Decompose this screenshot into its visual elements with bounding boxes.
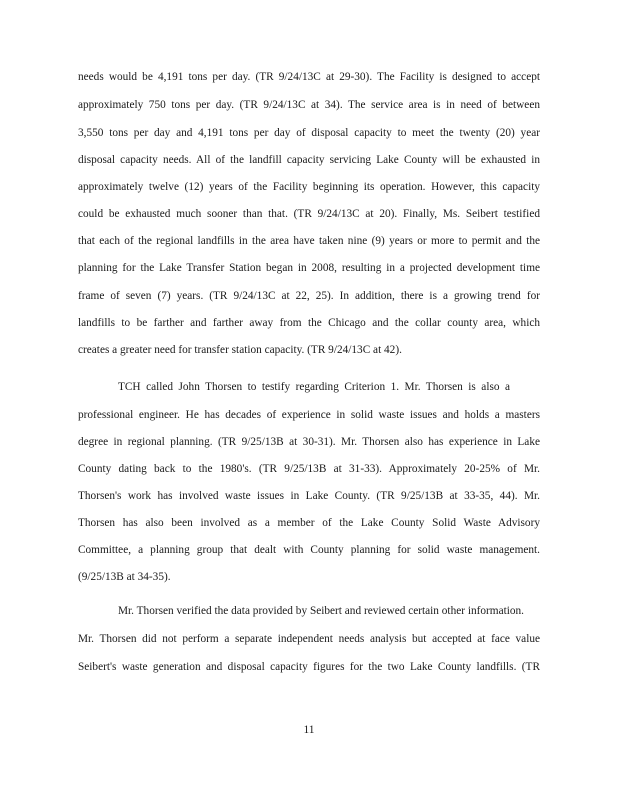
paragraph-1-line-1: needs would be 4,191 tons per day. (TR 9/24/13C at 29-30). The Facility is designed to accept xyxy=(78,71,540,83)
paragraph-2-line-8: (9/25/13B at 34-35). xyxy=(78,571,171,583)
paragraph-2-line-1: TCH called John Thorsen to testify regarding Criterion 1. Mr. Thorsen is also a xyxy=(118,381,510,393)
paragraph-1-line-7: that each of the regional landfills in the area have taken nine (9) years or more to permit and the xyxy=(78,235,540,247)
paragraph-1-line-9: frame of seven (7) years. (TR 9/24/13C at 22, 25). In addition, there is a growing trend for xyxy=(78,290,540,302)
page-number: 11 xyxy=(303,724,315,736)
paragraph-1-line-2: approximately 750 tons per day. (TR 9/24/13C at 34). The service area is in need of between xyxy=(78,99,540,111)
paragraph-2-line-6: Thorsen has also been involved as a member of the Lake County Solid Waste Advisory xyxy=(78,517,540,529)
paragraph-1-line-8: planning for the Lake Transfer Station began in 2008, resulting in a projected development time xyxy=(78,262,540,274)
paragraph-3-line-1: Mr. Thorsen verified the data provided by Seibert and reviewed certain other information. xyxy=(118,605,524,617)
paragraph-1-line-3: 3,550 tons per day and 4,191 tons per day of disposal capacity to meet the twenty (20) year xyxy=(78,127,540,139)
paragraph-2-line-7: Committee, a planning group that dealt with County planning for solid waste management. xyxy=(78,544,540,556)
paragraph-1-line-10: landfills to be farther and farther away from the Chicago and the collar county area, which xyxy=(78,317,540,329)
paragraph-1-line-11: creates a greater need for transfer station capacity. (TR 9/24/13C at 42). xyxy=(78,344,402,356)
paragraph-2-line-5: Thorsen's work has involved waste issues in Lake County. (TR 9/25/13B at 33-35, 44). Mr. xyxy=(78,490,540,502)
paragraph-2-line-4: County dating back to the 1980's. (TR 9/25/13B at 31-33). Approximately 20-25% of Mr. xyxy=(78,463,540,475)
paragraph-3-line-2: Mr. Thorsen did not perform a separate independent needs analysis but accepted at face value xyxy=(78,633,540,645)
paragraph-2-line-2: professional engineer. He has decades of experience in solid waste issues and holds a masters xyxy=(78,409,540,421)
paragraph-1-line-6: could be exhausted much sooner than that. (TR 9/24/13C at 20). Finally, Ms. Seibert testified xyxy=(78,208,540,220)
paragraph-1-line-4: disposal capacity needs. All of the landfill capacity servicing Lake County will be exhausted in xyxy=(78,154,540,166)
paragraph-3-line-3: Seibert's waste generation and disposal capacity figures for the two Lake County landfills. (TR xyxy=(78,661,540,673)
paragraph-2-line-3: degree in regional planning. (TR 9/25/13B at 30-31). Mr. Thorsen also has experience in Lake xyxy=(78,436,540,448)
paragraph-1-line-5: approximately twelve (12) years of the Facility beginning its operation. However, this capacity xyxy=(78,181,540,193)
